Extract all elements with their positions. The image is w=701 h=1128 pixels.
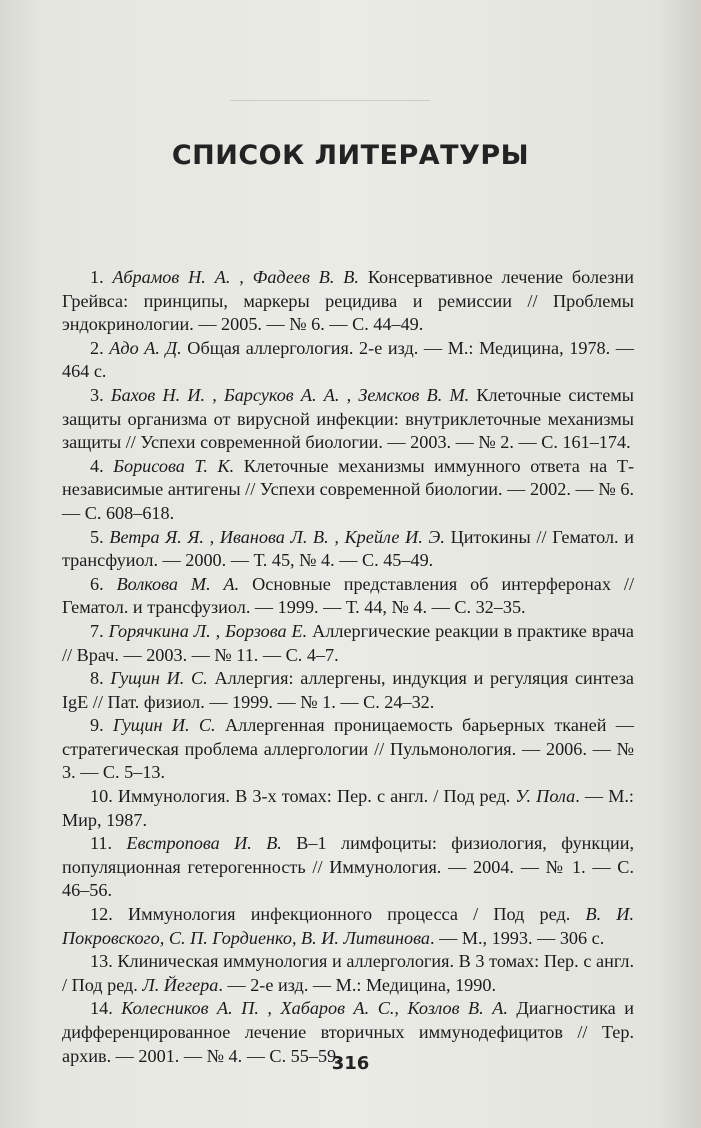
ref-number: 11. [90, 833, 113, 854]
ref-number: 12. [90, 904, 113, 925]
ref-text: Диагностика и дифференцированное лечение вторичных иммунодефицитов // Тер. архив. — 2001. — № 4. — С. 55–59. [62, 998, 634, 1066]
ref-text: Цитокины // Гематол. и трансфуиол. — 2000. — Т. 45, № 4. — С. 45–49. [62, 526, 635, 571]
reference-item [62, 455, 634, 526]
ref-editor: Л. Йегера [142, 974, 219, 995]
ref-number: 4. [90, 455, 104, 476]
ref-text: В–1 лимфоциты: физиология, функции, популяционная гетерогенность // Иммунология. — 2004. — № 1. — С. 46–56. [62, 833, 635, 901]
ref-text: Основные представления об интерферонах // Гематол. и трансфузиол. — 1999. — Т. 44, № 4. — С. 32–35. [62, 573, 634, 618]
ref-number: 6. [90, 573, 104, 594]
ref-editor: В. И. Покровского, С. П. Гордиенко, В. И. Литвинова [62, 904, 634, 948]
ref-text: Клеточные системы защиты организма от вирусной инфекции: внутриклеточные механизмы защиты // Успехи современной биологии. — 2003. — № 2. — С. 161–174. [62, 384, 635, 453]
reference-list [62, 266, 634, 1068]
ref-number: 10. [90, 786, 113, 807]
ref-text: Аллергенная проницаемость барьерных тканей — стратегическая проблема аллергологии // Пульмонология. — 2006. — № 3. — С. 5–13. [62, 715, 634, 783]
ref-number: 7. [90, 620, 104, 641]
ref-authors: Гущин И. С. [113, 715, 216, 736]
ref-authors: Гущин И. С. [110, 668, 208, 689]
ref-text: Общая аллергология. 2-е изд. — М.: Медицина, 1978. — 464 с. [62, 337, 634, 382]
ref-number: 1. [90, 267, 104, 287]
reference-item [62, 384, 634, 455]
ref-editor: У. Пола [515, 786, 576, 807]
ref-authors: Адо А. Д. [109, 337, 182, 358]
page-number: 316 [331, 1053, 370, 1074]
ref-authors: Бахов Н. И. , Барсуков А. А. , Земсков В. М. [110, 384, 470, 405]
ref-number: 2. [90, 337, 104, 358]
ref-authors: Ветра Я. Я. , Иванова Л. В. , Крейле И. Э. [109, 526, 445, 547]
ref-number: 8. [90, 668, 104, 689]
reference-item [62, 667, 634, 714]
ref-text-tail: . — 2-е изд. — М.: Медицина, 1990. [218, 974, 497, 995]
ref-authors: Колесников А. П. , Хабаров А. С., Козлов В. А. [121, 998, 508, 1019]
ref-authors: Евстропова И. В. [126, 833, 282, 854]
reference-item [62, 950, 634, 997]
reference-item [62, 573, 634, 620]
ref-text: Клеточные механизмы иммунного ответа на Т-независимые антигены // Успехи современной биологии. — 2002. — № 6. — С. 608–618. [62, 455, 635, 523]
ref-text: Консервативное лечение болезни Грейвса: принципы, маркеры рецидива и ремиссии // Проблемы эндокринологии. — 2005. — № 6. — С. 44–49. [62, 267, 635, 335]
ref-authors: Горячкина Л. , Борзова Е. [108, 620, 308, 641]
reference-item [62, 832, 634, 903]
ref-text: Аллергические реакции в практике врача // Врач. — 2003. — № 11. — С. 4–7. [62, 620, 635, 665]
reference-item [62, 903, 634, 950]
ref-number: 13. [90, 951, 113, 972]
reference-item [62, 714, 634, 785]
ref-number: 3. [90, 384, 104, 405]
ref-text: Клиническая иммунология и аллергология. В 3 томах: Пер. с англ. / Под ред. [62, 951, 634, 995]
reference-item [62, 620, 634, 667]
reference-item [62, 266, 634, 337]
reference-item [62, 785, 634, 832]
reference-item [62, 337, 634, 384]
ref-number: 5. [90, 526, 104, 547]
bleed-through-header [230, 90, 430, 101]
ref-authors: Абрамов Н. А. , Фадеев В. В. [112, 267, 359, 287]
ref-authors: Волкова М. А. [116, 573, 240, 594]
ref-text-tail: . — М.: Мир, 1987. [62, 786, 634, 830]
ref-text: Аллергия: аллергены, индукция и регуляция синтеза IgE // Пат. физиол. — 1999. — № 1. — С. 24–32. [62, 668, 635, 712]
ref-text: Иммунология инфекционного процесса / Под ред. [127, 904, 586, 925]
reference-item [62, 526, 634, 573]
ref-text: Иммунология. В 3-х томах: Пер. с англ. / Под ред. [117, 786, 516, 807]
ref-number: 14. [90, 998, 113, 1019]
ref-authors: Борисова Т. К. [113, 455, 235, 476]
page-title: СПИСОК ЛИТЕРАТУРЫ [171, 140, 530, 171]
ref-text-tail: . — М., 1993. — 306 с. [429, 927, 605, 948]
ref-number: 9. [90, 715, 104, 736]
